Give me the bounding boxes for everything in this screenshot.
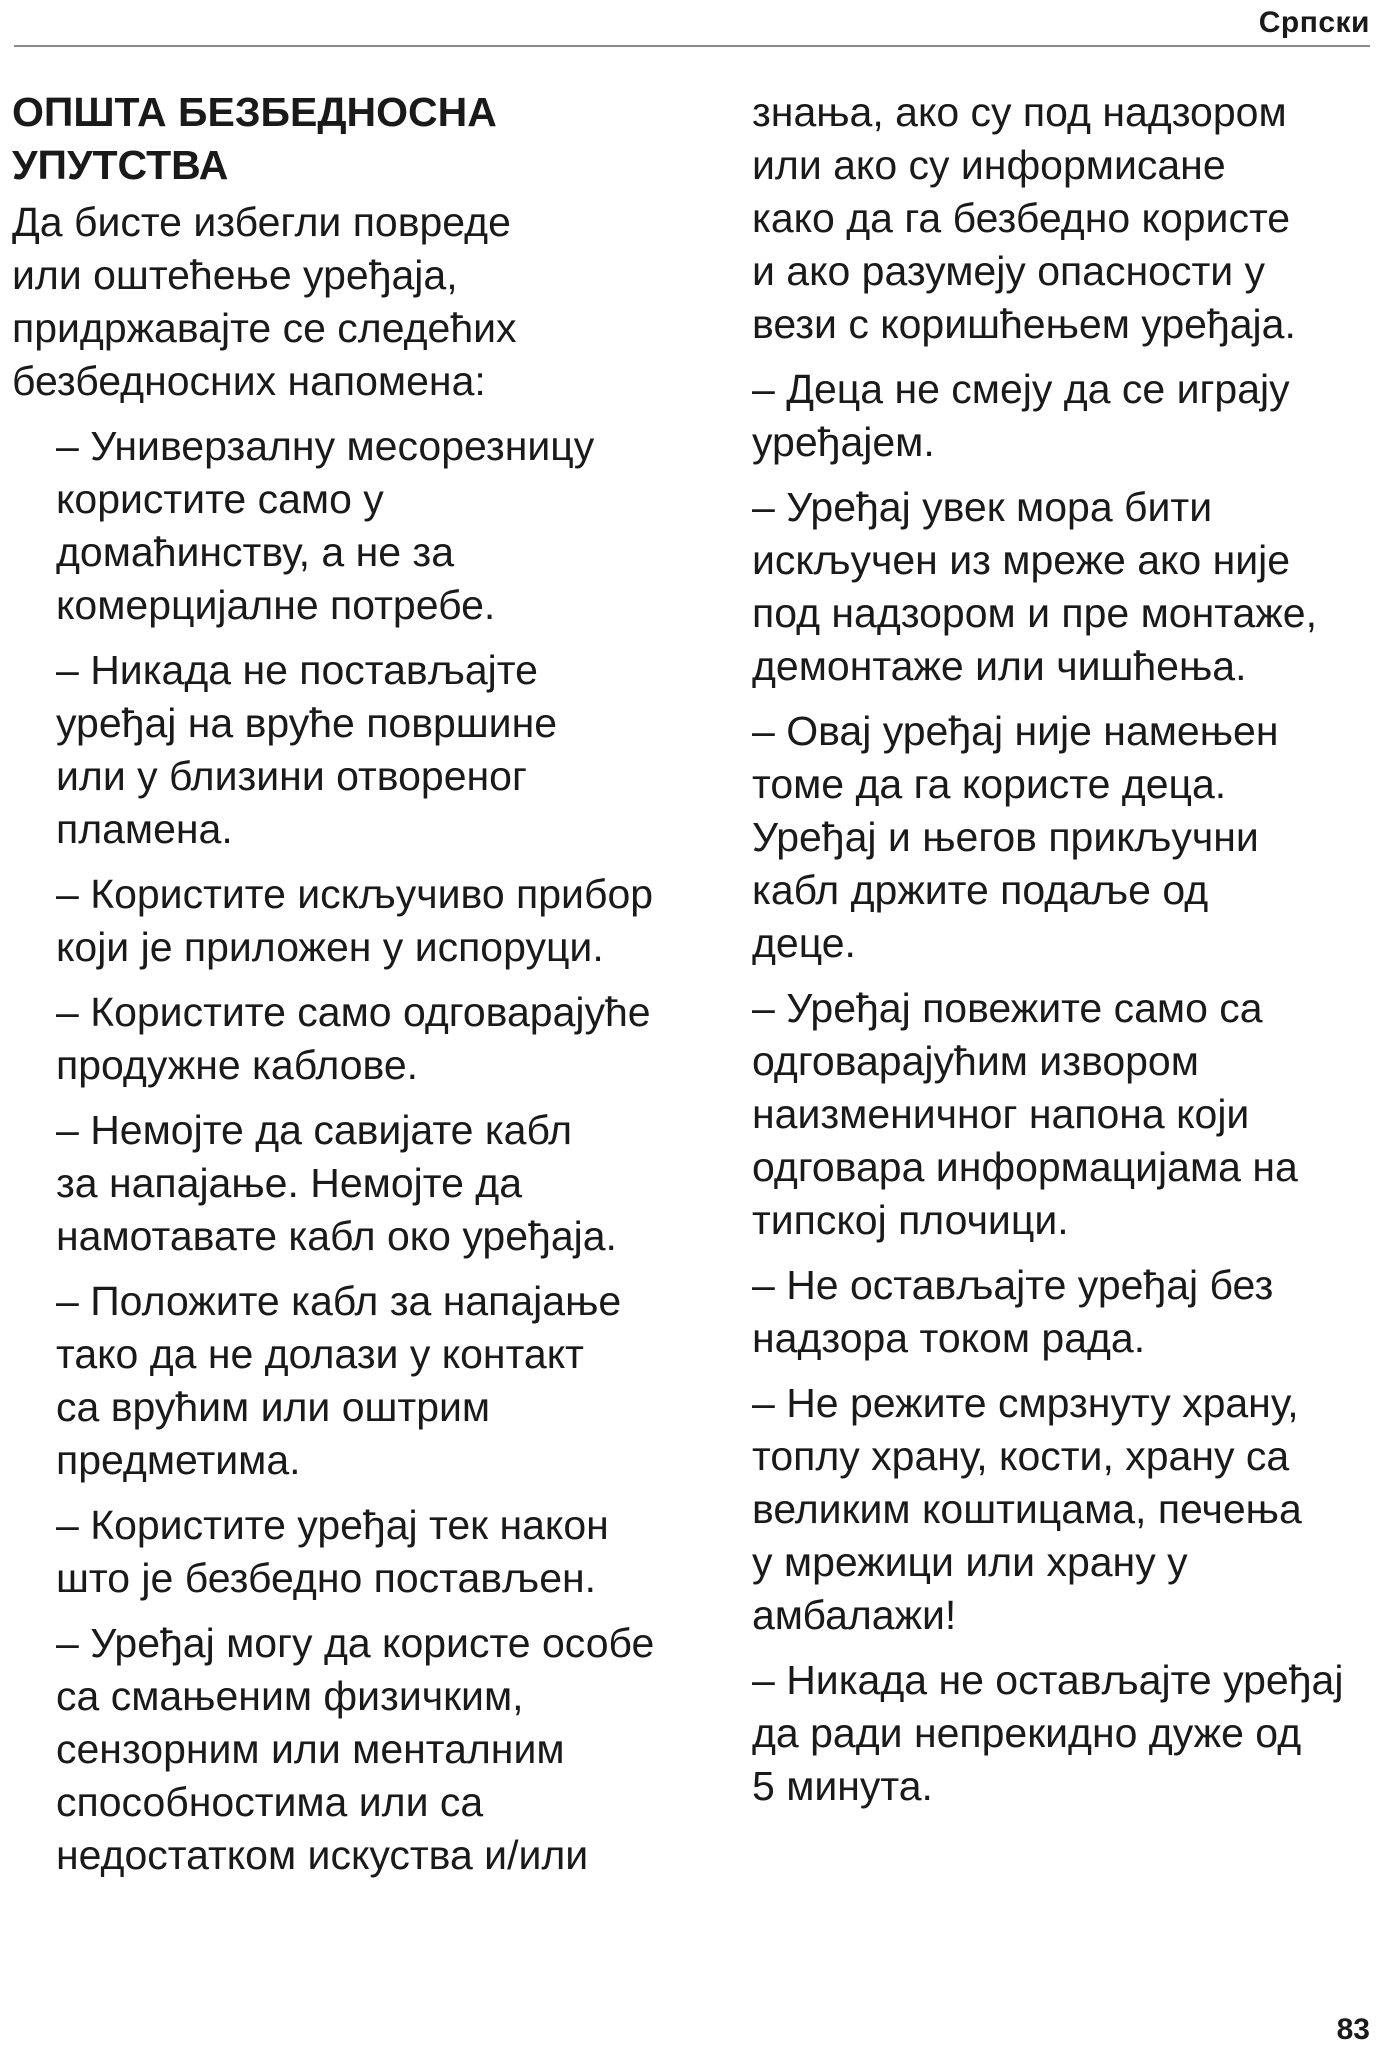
safety-item xyxy=(12,1499,712,1605)
safety-item-line: за напајање. Немојте да xyxy=(56,1160,522,1206)
safety-item-line: што је безбедно постављен. xyxy=(56,1555,597,1601)
safety-item-line: демонтаже или чишћења. xyxy=(752,643,1247,689)
safety-item-line: вези с коришћењем уређаја. xyxy=(752,301,1296,347)
safety-item-line: са смањеним физичким, xyxy=(56,1673,524,1719)
safety-item xyxy=(752,481,1392,693)
safety-item-line: – Универзалну месорезницу xyxy=(56,423,595,469)
safety-item-line: – Овај уређај није намењен xyxy=(752,708,1279,754)
safety-item-line: пламена. xyxy=(56,806,233,852)
safety-item-line: како да га безбедно користе xyxy=(752,195,1291,241)
left-column xyxy=(12,86,712,1894)
safety-item-line: Уређај и његов прикључни xyxy=(752,814,1259,860)
safety-item-line: под надзором и пре монтаже, xyxy=(752,590,1317,636)
safety-item xyxy=(752,1654,1392,1813)
safety-item-line: да ради непрекидно дуже од xyxy=(752,1710,1302,1756)
safety-item-line: амбалажи! xyxy=(752,1592,957,1638)
safety-item-line: – Не остављајте уређај без xyxy=(752,1262,1274,1308)
intro-line: придржавајте се следећих xyxy=(12,305,517,351)
safety-item-line: – Никада не остављајте уређај xyxy=(752,1657,1344,1703)
safety-item xyxy=(752,982,1392,1247)
safety-item-line: – Немојте да савијате кабл xyxy=(56,1107,573,1153)
safety-item-line: одговарајућим извором xyxy=(752,1038,1199,1084)
safety-item xyxy=(752,705,1392,970)
safety-item-line: наизменичног напона који xyxy=(752,1091,1250,1137)
heading-line: УПУТСТВА xyxy=(12,142,229,188)
safety-item-line: искључен из мреже ако није xyxy=(752,537,1291,583)
safety-item-line: сензорним или менталним xyxy=(56,1726,565,1772)
safety-item-line: одговара информацијама на xyxy=(752,1144,1298,1190)
safety-item-line: знања, ако су под надзором xyxy=(752,89,1287,135)
header-divider xyxy=(14,45,1370,47)
safety-item-line: продужне каблове. xyxy=(56,1042,419,1088)
safety-item-line: који је приложен у испоруци. xyxy=(56,924,604,970)
safety-item xyxy=(12,1104,712,1263)
intro-paragraph xyxy=(12,196,712,408)
heading-line: ОПШТА БЕЗБЕДНОСНА xyxy=(12,89,497,135)
safety-item-line: – Никада не постављајте xyxy=(56,647,538,693)
safety-item-line: недостатком искуства и/или xyxy=(56,1832,589,1878)
safety-item-line: великим коштицама, печења xyxy=(752,1486,1302,1532)
safety-item-line: топлу храну, кости, храну са xyxy=(752,1433,1290,1479)
intro-line: безбедносних напомена: xyxy=(12,358,486,404)
safety-item-line: или у близини отвореног xyxy=(56,753,527,799)
safety-item-line: – Не режите смрзнуту храну, xyxy=(752,1380,1299,1426)
safety-item xyxy=(752,363,1392,469)
safety-item-line: користите само у xyxy=(56,476,384,522)
safety-item-line: у мрежици или храну у xyxy=(752,1539,1188,1585)
safety-list-left xyxy=(12,420,712,1882)
safety-item-line: – Уређај могу да користе особе xyxy=(56,1620,655,1666)
safety-item xyxy=(12,644,712,856)
safety-item-line: уређајем. xyxy=(752,419,935,465)
intro-line: Да бисте избегли повреде xyxy=(12,199,511,245)
safety-item-line: комерцијалне потребе. xyxy=(56,582,496,628)
language-label: Српски xyxy=(1258,6,1370,39)
safety-item-line: – Користите само одговарајуће xyxy=(56,989,651,1035)
safety-item xyxy=(12,1617,712,1882)
safety-item xyxy=(752,1377,1392,1642)
safety-item-line: – Користите искључиво прибор xyxy=(56,871,654,917)
safety-item-line: томе да га користе деца. xyxy=(752,761,1227,807)
page-number: 83 xyxy=(1336,2013,1370,2046)
safety-item-line: и ако разумеју опасности у xyxy=(752,248,1266,294)
section-heading xyxy=(12,86,712,192)
right-column xyxy=(752,86,1392,1825)
safety-item-line: надзора током рада. xyxy=(752,1315,1146,1361)
safety-item-line: домаћинству, а не за xyxy=(56,529,455,575)
safety-item-line: деце. xyxy=(752,920,856,966)
safety-list-right xyxy=(752,86,1392,1813)
safety-item-line: – Уређај повежите само са xyxy=(752,985,1263,1031)
safety-item-line: – Уређај увек мора бити xyxy=(752,484,1213,530)
safety-item xyxy=(752,1259,1392,1365)
safety-item xyxy=(12,868,712,974)
safety-item xyxy=(12,1275,712,1487)
safety-item xyxy=(12,986,712,1092)
safety-item-line: са врућим или оштрим xyxy=(56,1384,491,1430)
safety-item-line: кабл држите подаље од xyxy=(752,867,1209,913)
safety-item-line: способностима или са xyxy=(56,1779,484,1825)
safety-item-line: тако да не долази у контакт xyxy=(56,1331,584,1377)
safety-item-line: предметима. xyxy=(56,1437,301,1483)
safety-item-line: намотавате кабл око уређаја. xyxy=(56,1213,617,1259)
intro-line: или оштећење уређаја, xyxy=(12,252,458,298)
safety-item xyxy=(12,420,712,632)
safety-item-line: или ако су информисане xyxy=(752,142,1226,188)
safety-item-line: уређај на вруће површине xyxy=(56,700,558,746)
safety-item xyxy=(752,86,1392,351)
safety-item-line: – Деца не смеју да се играју xyxy=(752,366,1290,412)
safety-item-line: – Положите кабл за напајање xyxy=(56,1278,622,1324)
safety-item-line: – Користите уређај тек након xyxy=(56,1502,609,1548)
safety-item-line: 5 минута. xyxy=(752,1763,933,1809)
safety-item-line: типској плочици. xyxy=(752,1197,1069,1243)
